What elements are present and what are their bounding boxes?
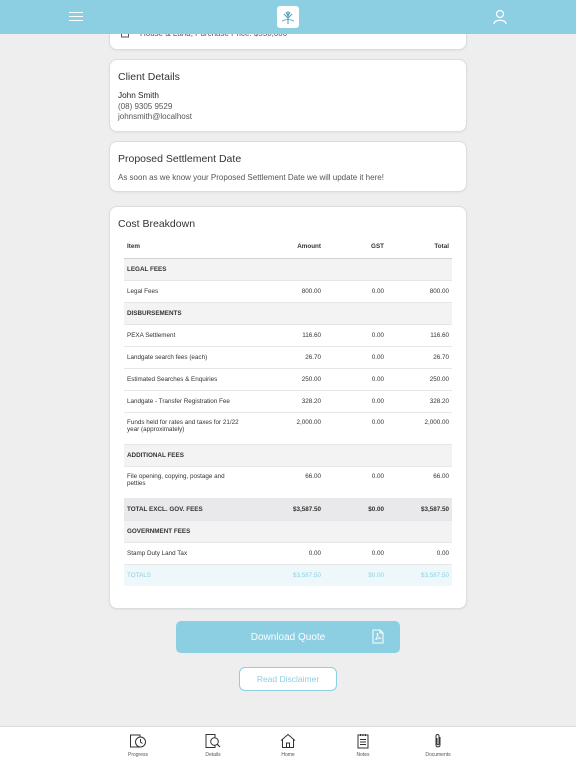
total-cell <box>387 520 452 542</box>
item-cell: Stamp Duty Land Tax <box>124 542 246 564</box>
total-cell: 2,000.00 <box>387 412 452 444</box>
amount-cell <box>246 302 324 324</box>
gst-cell: 0.00 <box>324 324 387 346</box>
item-cell: GOVERNMENT FEES <box>124 520 246 542</box>
gst-cell: 0.00 <box>324 466 387 498</box>
total-cell: 26.70 <box>387 346 452 368</box>
nav-details[interactable] <box>183 733 243 758</box>
client-phone[interactable]: (08) 9305 9529 <box>118 102 173 111</box>
item-cell: PEXA Settlement <box>124 324 246 346</box>
home-icon <box>279 733 297 749</box>
gst-cell: 0.00 <box>324 542 387 564</box>
nav-label: Details <box>205 752 221 758</box>
gst-cell: 0.00 <box>324 368 387 390</box>
table-row <box>124 324 452 346</box>
client-name: John Smith <box>118 91 159 100</box>
total-cell: 800.00 <box>387 280 452 302</box>
bottom-navigation <box>0 726 576 768</box>
column-header: Amount <box>246 236 324 258</box>
total-cell: 0.00 <box>387 542 452 564</box>
amount-cell <box>246 444 324 466</box>
tree-logo-icon <box>280 9 296 25</box>
nav-documents[interactable] <box>408 733 468 758</box>
settlement-date-card <box>109 141 467 192</box>
item-cell: DISBURSEMENTS <box>124 302 246 324</box>
gst-cell <box>324 258 387 280</box>
item-cell: Legal Fees <box>124 280 246 302</box>
table-header-row <box>124 236 452 258</box>
gst-cell: 0.00 <box>324 390 387 412</box>
total-cell <box>387 258 452 280</box>
table-row <box>124 368 452 390</box>
pdf-file-icon <box>372 629 384 644</box>
read-disclaimer-button[interactable] <box>239 667 337 691</box>
total-cell: 328.20 <box>387 390 452 412</box>
subtotal-row <box>124 498 452 520</box>
section-row <box>124 520 452 542</box>
hamburger-menu-icon[interactable] <box>67 9 85 25</box>
item-cell: Landgate - Transfer Registration Fee <box>124 390 246 412</box>
user-profile-icon[interactable] <box>491 9 509 25</box>
item-cell: Funds held for rates and taxes for 21/22 year (approximately) <box>124 412 246 444</box>
item-cell: File opening, copying, postage and petties <box>124 466 246 498</box>
gst-cell: 0.00 <box>324 412 387 444</box>
item-cell: Landgate search fees (each) <box>124 346 246 368</box>
settlement-date-title: Proposed Settlement Date <box>118 153 242 165</box>
item-cell: TOTAL EXCL. GOV. FEES <box>124 498 246 520</box>
download-quote-label: Download Quote <box>250 631 326 643</box>
section-row <box>124 302 452 324</box>
settlement-date-message: As soon as we know your Proposed Settlement Date we will update it here! <box>118 173 384 182</box>
total-cell <box>387 444 452 466</box>
client-email[interactable]: johnsmith@localhost <box>118 112 192 121</box>
table-row <box>124 280 452 302</box>
total-cell: $3,587.50 <box>387 564 452 586</box>
table-row <box>124 412 452 444</box>
amount-cell <box>246 258 324 280</box>
nav-label: Progress <box>127 752 148 758</box>
gst-cell: 0.00 <box>324 280 387 302</box>
client-details-title: Client Details <box>118 71 180 83</box>
amount-cell: 250.00 <box>246 368 324 390</box>
totals-row <box>124 564 452 586</box>
documents-icon <box>429 733 447 749</box>
gst-cell: 0.00 <box>324 346 387 368</box>
notes-icon <box>354 733 372 749</box>
amount-cell: 26.70 <box>246 346 324 368</box>
item-cell: ADDITIONAL FEES <box>124 444 246 466</box>
cost-breakdown-title: Cost Breakdown <box>118 218 196 230</box>
amount-cell: 328.20 <box>246 390 324 412</box>
client-details-card <box>109 59 467 132</box>
nav-label: Documents <box>425 752 451 758</box>
column-header: Total <box>387 236 452 258</box>
table-row <box>124 346 452 368</box>
download-quote-button[interactable] <box>176 621 400 653</box>
item-cell: Estimated Searches & Enquiries <box>124 368 246 390</box>
amount-cell: 0.00 <box>246 542 324 564</box>
section-row <box>124 258 452 280</box>
read-disclaimer-label: Read Disclaimer <box>256 674 320 684</box>
amount-cell: 116.60 <box>246 324 324 346</box>
amount-cell <box>246 520 324 542</box>
column-header: GST <box>324 236 387 258</box>
gst-cell <box>324 520 387 542</box>
amount-cell: 800.00 <box>246 280 324 302</box>
gst-cell: $0.00 <box>324 564 387 586</box>
total-cell: 66.00 <box>387 466 452 498</box>
total-cell <box>387 302 452 324</box>
amount-cell: $3,587.50 <box>246 564 324 586</box>
details-icon <box>204 733 222 749</box>
logo-icon[interactable] <box>277 6 299 28</box>
cost-breakdown-card <box>109 206 467 609</box>
table-row <box>124 466 452 498</box>
total-cell: 250.00 <box>387 368 452 390</box>
amount-cell: 2,000.00 <box>246 412 324 444</box>
nav-notes[interactable] <box>333 733 393 758</box>
progress-icon <box>129 733 147 749</box>
section-row <box>124 444 452 466</box>
item-cell: TOTALS <box>124 564 246 586</box>
total-cell: $3,587.50 <box>387 498 452 520</box>
amount-cell: $3,587.50 <box>246 498 324 520</box>
table-row <box>124 390 452 412</box>
item-cell: LEGAL FEES <box>124 258 246 280</box>
top-app-bar <box>0 0 576 34</box>
table-row <box>124 542 452 564</box>
nav-progress[interactable] <box>108 733 168 758</box>
amount-cell: 66.00 <box>246 466 324 498</box>
nav-home[interactable] <box>258 733 318 758</box>
nav-label: Notes <box>356 752 370 758</box>
gst-cell <box>324 302 387 324</box>
gst-cell <box>324 444 387 466</box>
column-header: Item <box>124 236 246 258</box>
total-cell: 116.60 <box>387 324 452 346</box>
cost-table <box>124 236 452 586</box>
nav-label: Home <box>281 752 295 758</box>
gst-cell: $0.00 <box>324 498 387 520</box>
